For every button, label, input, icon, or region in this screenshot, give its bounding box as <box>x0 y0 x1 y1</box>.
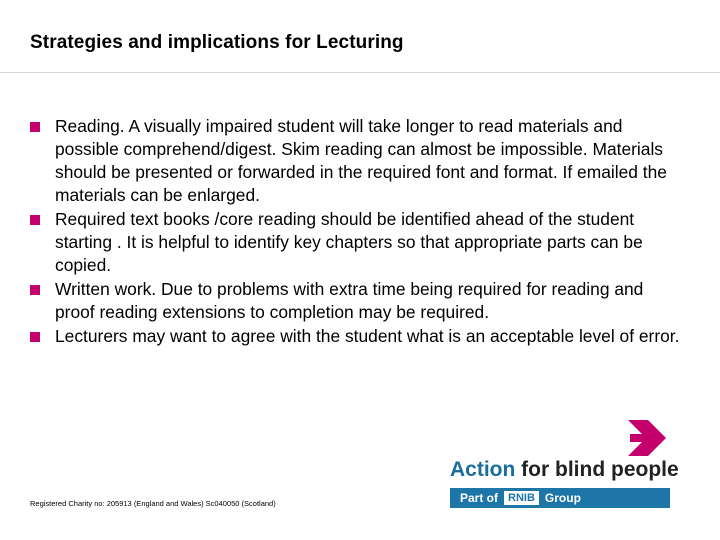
logo-bar-suffix: Group <box>544 491 581 505</box>
bullet-text: Reading. A visually impaired student will take longer to read materials and possible comprehend/digest. Skim reading can almost be impossible. Materials should be presented or forwarded in the required font and format. If emailed the materials can be enlarged. <box>55 116 667 205</box>
slide-title: Strategies and implications for Lecturing <box>30 32 404 53</box>
logo-mark-icon <box>620 418 670 458</box>
bullet-item <box>30 278 680 324</box>
title-divider <box>0 72 720 73</box>
bullet-text: Lecturers may want to agree with the student what is an acceptable level of error. <box>55 326 680 346</box>
rnib-badge: RNIB <box>504 491 539 505</box>
bullet-list <box>30 115 680 349</box>
charity-registration-text: Registered Charity no: 205913 (England and Wales) Sc040050 (Scotland) <box>30 499 276 508</box>
rnib-group-bar <box>450 488 670 508</box>
bullet-item <box>30 325 680 348</box>
logo-word-rest: for blind people <box>521 458 679 481</box>
logo-bar-prefix: Part of <box>460 491 499 505</box>
logo-word-action: Action <box>450 458 516 481</box>
logo-wordmark <box>450 458 679 482</box>
bullet-item <box>30 115 680 207</box>
bullet-item <box>30 208 680 277</box>
square-bullet-icon <box>30 332 40 342</box>
square-bullet-icon <box>30 285 40 295</box>
action-for-blind-people-logo <box>440 418 680 510</box>
bullet-text: Written work. Due to problems with extra time being required for reading and proof reading extensions to completion may be required. <box>55 279 644 322</box>
square-bullet-icon <box>30 122 40 132</box>
bullet-text: Required text books /core reading should be identified ahead of the student starting . It is helpful to identify key chapters so that appropriate parts can be copied. <box>55 209 643 275</box>
square-bullet-icon <box>30 215 40 225</box>
